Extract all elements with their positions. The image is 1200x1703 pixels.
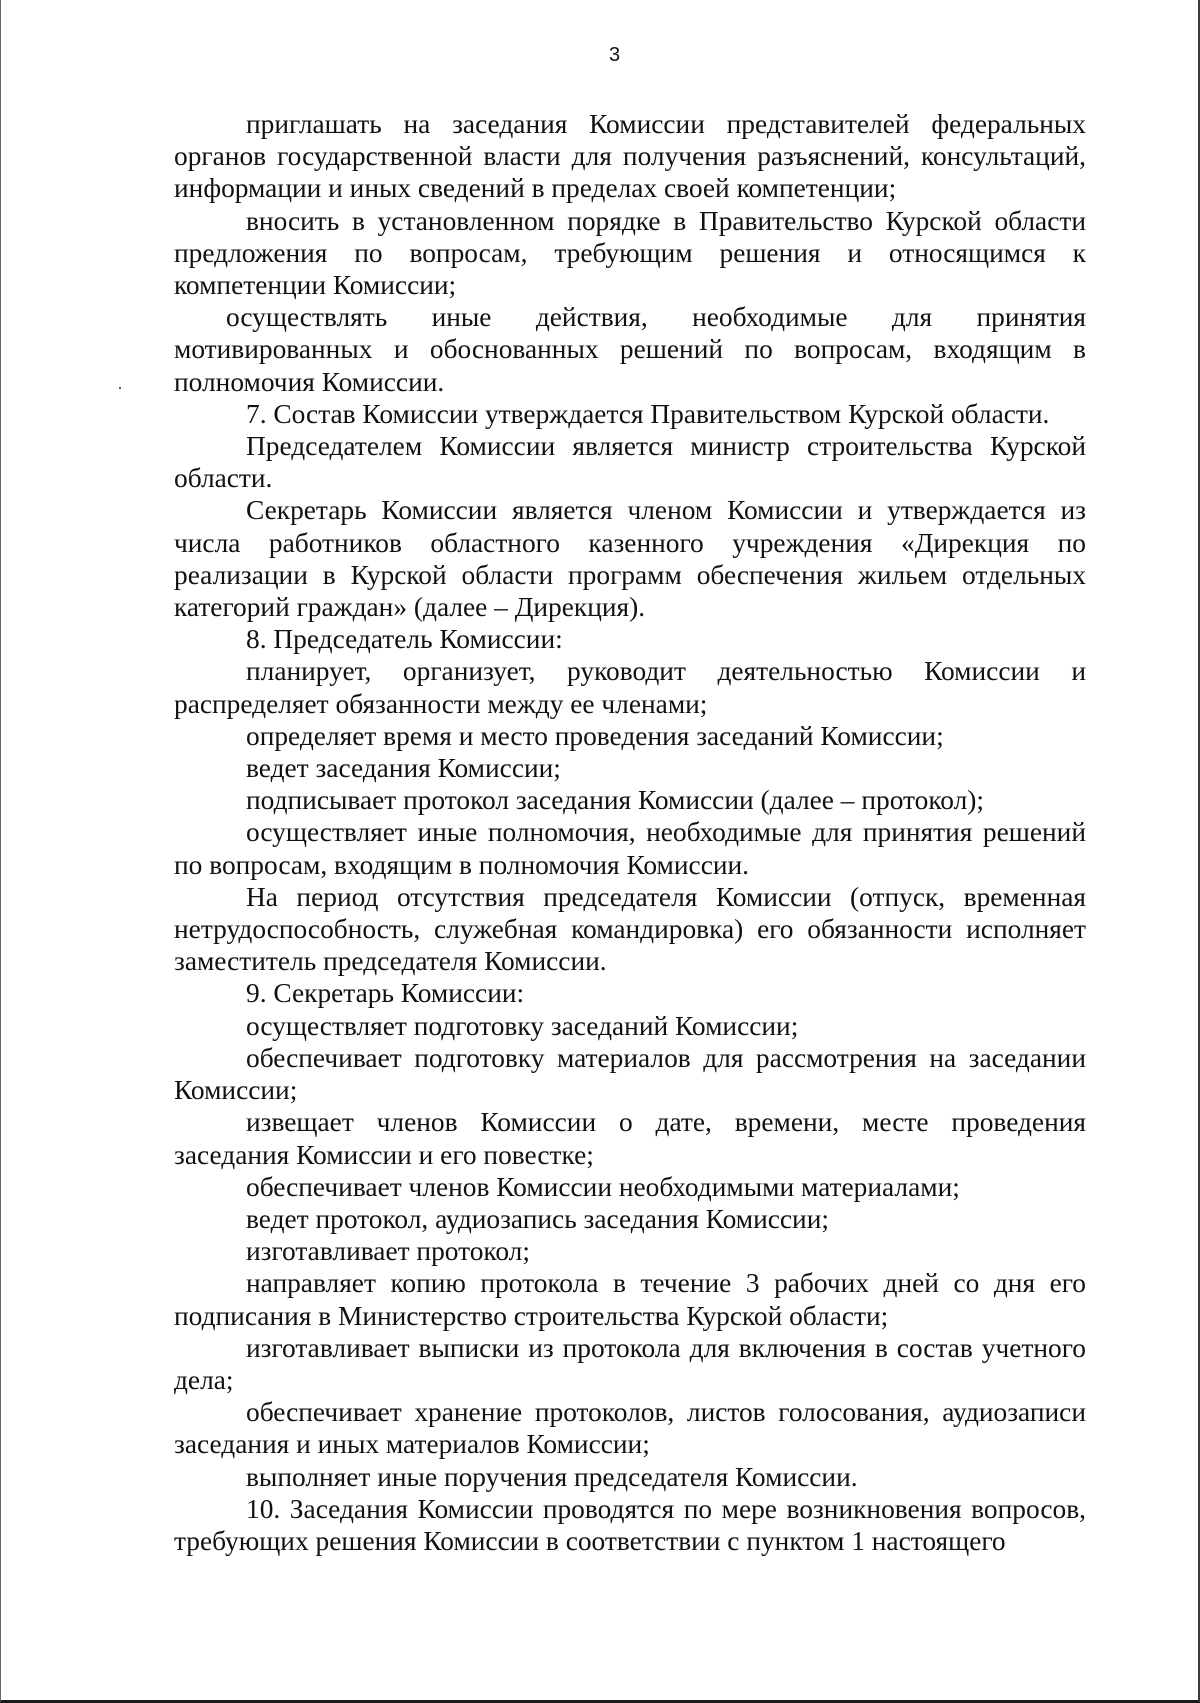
paragraph: обеспечивает хранение протоколов, листов голосования, аудиозаписи заседания и иных материалов Комиссии; (174, 1397, 1086, 1460)
paragraph: вносить в установленном порядке в Правительство Курской области предложения по вопросам, требующим решения и относящимся к компетенции Комиссии; (174, 205, 1086, 301)
page-number: 3 (608, 44, 621, 66)
paragraph: выполняет иные поручения председателя Комиссии. (246, 1461, 858, 1492)
paragraph: 10. Заседания Комиссии проводятся по мере возникновения вопросов, требующих решения Комиссии в соответствии с пунктом 1 настоящего (174, 1493, 1086, 1556)
paragraph: планирует, организует, руководит деятельностью Комиссии и распределяет обязанности между ее членами; (174, 656, 1086, 719)
paragraph: направляет копию протокола в течение 3 рабочих дней со дня его подписания в Министерство строительства Курской области; (174, 1268, 1086, 1331)
paragraph: осуществляет подготовку заседаний Комиссии; (246, 1010, 799, 1041)
paragraph: определяет время и место проведения заседаний Комиссии; (246, 720, 944, 751)
paragraph: обеспечивает членов Комиссии необходимыми материалами; (246, 1171, 960, 1202)
document-body (174, 108, 1086, 1557)
paragraph: изготавливает выписки из протокола для включения в состав учетного дела; (174, 1332, 1086, 1395)
paragraph: осуществлять иные действия, необходимые для принятия мотивированных и обоснованных решений по вопросам, входящим в полномочия Комиссии. (174, 302, 1086, 397)
paragraph: извещает членов Комиссии о дате, времени, месте проведения заседания Комиссии и его повестке; (174, 1107, 1086, 1170)
paragraph: На период отсутствия председателя Комиссии (отпуск, временная нетрудоспособность, служебная командировка) его обязанности исполняет заместитель председателя Комиссии. (174, 881, 1086, 977)
paragraph: Секретарь Комиссии является членом Комиссии и утверждается из числа работников областного казенного учреждения «Дирекция по реализации в Курской области программ обеспечения жильем отдельных категорий граждан» (далее – Дирекция). (174, 495, 1086, 623)
paragraph: осуществляет иные полномочия, необходимые для принятия решений по вопросам, входящим в полномочия Комиссии. (174, 817, 1086, 880)
paragraph: подписывает протокол заседания Комиссии (далее – протокол); (246, 785, 984, 816)
paragraph: 8. Председатель Комиссии: (246, 624, 563, 655)
paragraph: обеспечивает подготовку материалов для рассмотрения на заседании Комиссии; (174, 1042, 1086, 1106)
paragraph: ведет протокол, аудиозапись заседания Комиссии; (246, 1203, 829, 1234)
paragraph: ведет заседания Комиссии; (246, 753, 561, 784)
paragraph: 9. Секретарь Комиссии: (246, 978, 525, 1009)
scan-speck (119, 387, 121, 389)
paragraph: изготавливает протокол; (246, 1236, 530, 1267)
paragraph: приглашать на заседания Комиссии представителей федеральных органов государственной власти для получения разъяснений, консультаций, информации и иных сведений в пределах своей компетенции; (174, 109, 1086, 204)
paragraph: 7. Состав Комиссии утверждается Правительством Курской области. (246, 398, 1050, 429)
paragraph: Председателем Комиссии является министр строительства Курской области. (174, 431, 1086, 494)
